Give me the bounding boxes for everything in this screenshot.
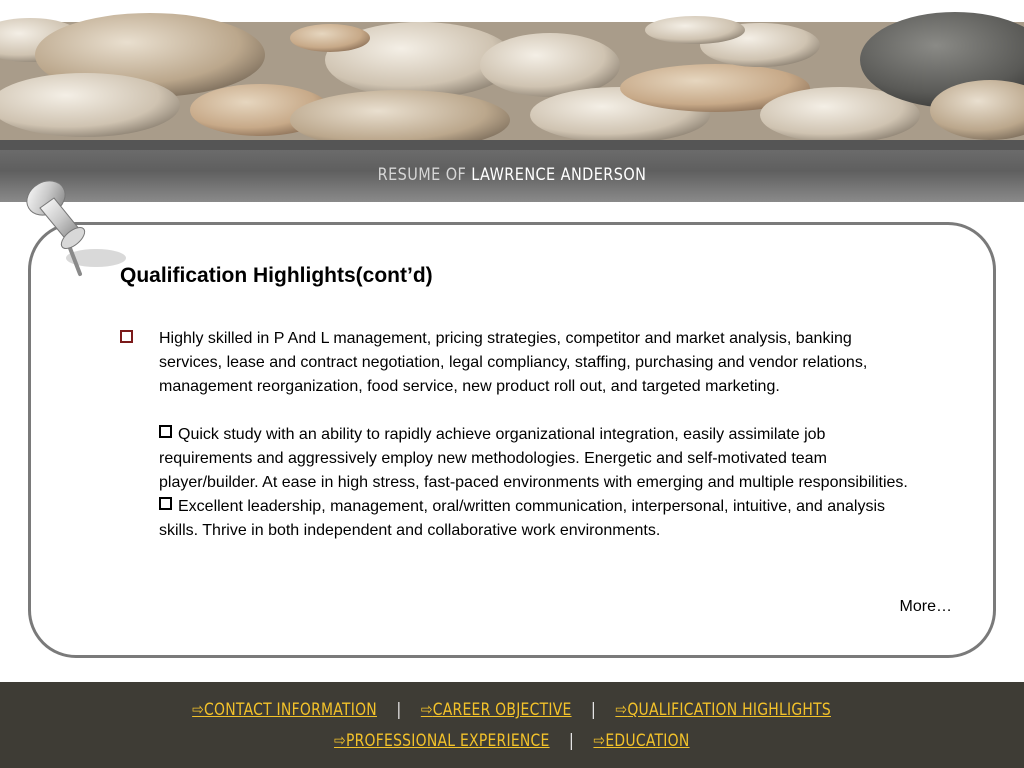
checkbox-bullet-icon: [159, 425, 172, 438]
arrow-right-icon: ⇨: [593, 731, 606, 751]
stones-banner-image: [0, 0, 1024, 150]
paragraph-2-text: Quick study with an ability to rapidly achieve organizational integration, easily assimilate job requirements and aggressively employ new methodologies. Energetic and self-motivated team player/builder. At ease in high stress, fast-paced environments with emerging and multiple responsibilities.: [159, 426, 908, 491]
nav-link-career-objective[interactable]: ⇨CAREER OBJECTIVE: [421, 700, 572, 720]
paragraph-3-text: Excellent leadership, management, oral/written communication, interpersonal, intuitive, and analysis skills. Thrive in both independent and collaborative work environments.: [159, 498, 886, 539]
title-bar: [0, 140, 1024, 202]
arrow-right-icon: ⇨: [192, 700, 205, 720]
nav-separator: |: [591, 700, 597, 720]
nav-row-1: [0, 700, 1024, 720]
nav-link-qualification-highlights[interactable]: ⇨QUALIFICATION HIGHLIGHTS: [615, 700, 832, 720]
footer-nav: [0, 682, 1024, 768]
section-heading: Qualification Highlights(cont’d): [120, 264, 433, 287]
arrow-right-icon: ⇨: [334, 731, 347, 751]
qualification-paragraph-2: [159, 423, 919, 495]
arrow-right-icon: ⇨: [421, 700, 434, 720]
nav-link-contact-information[interactable]: ⇨CONTACT INFORMATION: [192, 700, 378, 720]
nav-separator: |: [396, 700, 402, 720]
checkbox-bullet-icon: [159, 497, 172, 510]
qualification-paragraph-1: Highly skilled in P And L management, pricing strategies, competitor and market analysis, banking services, lease and contract negotiation, legal compliancy, staffing, purchasing and vendor relations, management reorganization, food service, new product roll out, and targeted marketing.: [159, 330, 868, 395]
push-pin-icon: [18, 172, 128, 286]
qualifications-body: [159, 327, 919, 543]
square-bullet-icon: [120, 330, 133, 343]
resume-title: [77, 165, 947, 185]
more-link[interactable]: More…: [899, 598, 952, 615]
title-prefix: RESUME OF: [377, 165, 467, 185]
arrow-right-icon: ⇨: [615, 700, 628, 720]
nav-row-2: [0, 731, 1024, 751]
nav-separator: |: [569, 731, 575, 751]
nav-link-professional-experience[interactable]: ⇨PROFESSIONAL EXPERIENCE: [334, 731, 550, 751]
qualification-paragraph-3: [159, 495, 919, 543]
title-name: LAWRENCE ANDERSON: [471, 165, 647, 185]
nav-link-education[interactable]: ⇨EDUCATION: [593, 731, 690, 751]
